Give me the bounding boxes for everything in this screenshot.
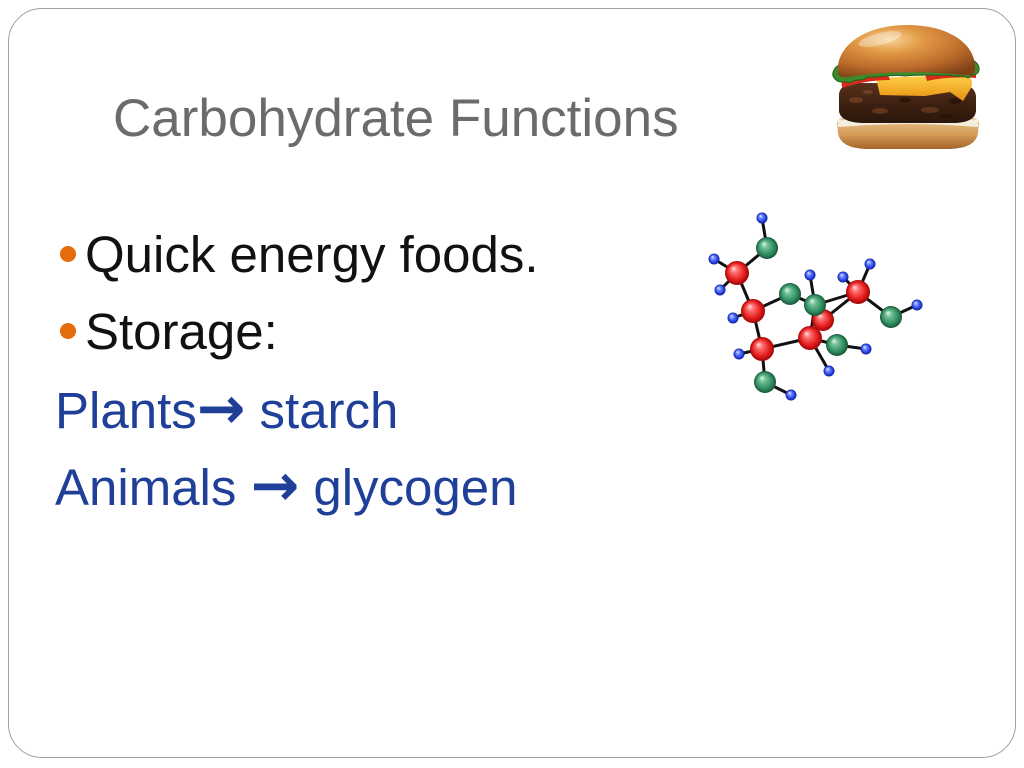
atom-blue (786, 390, 797, 401)
slide-body (0, 216, 680, 524)
storage-source: Plants (55, 382, 197, 439)
atom-red (750, 337, 774, 361)
storage-product: glycogen (299, 459, 518, 516)
atom-green (826, 334, 848, 356)
atom-blue (805, 270, 816, 281)
slide-title: Carbohydrate Functions (113, 89, 679, 148)
atom-blue (709, 254, 720, 265)
atom-red (725, 261, 749, 285)
atom-blue (715, 285, 726, 296)
patty-texture (899, 98, 911, 103)
atom-green (756, 237, 778, 259)
bullet-item (0, 216, 680, 293)
patty-texture (872, 108, 888, 114)
bullet-text: Quick energy foods. (85, 226, 539, 283)
storage-source: Animals (55, 459, 251, 516)
storage-item (0, 370, 680, 447)
atom-blue (757, 213, 768, 224)
arrow-right-icon: → (250, 451, 300, 519)
atom-red (846, 280, 870, 304)
storage-item (0, 447, 680, 524)
atom-blue (838, 272, 849, 283)
atom-blue (734, 349, 745, 360)
storage-product: starch (245, 382, 399, 439)
atom-green (880, 306, 902, 328)
atom-green (754, 371, 776, 393)
patty-texture (949, 98, 961, 104)
bullet-dot-icon (60, 323, 76, 339)
molecule-atoms (709, 213, 923, 401)
atom-green (779, 283, 801, 305)
bullet-item (0, 293, 680, 370)
atom-blue (824, 366, 835, 377)
molecule-icon (700, 205, 930, 405)
atom-red (798, 326, 822, 350)
top-bun (838, 25, 975, 77)
patty-texture (849, 97, 863, 103)
atom-green (804, 294, 826, 316)
atom-blue (865, 259, 876, 270)
atom-blue (861, 344, 872, 355)
atom-red (741, 299, 765, 323)
atom-blue (728, 313, 739, 324)
atom-blue (912, 300, 923, 311)
patty-texture (939, 114, 953, 119)
patty-texture (863, 90, 873, 94)
patty-texture (921, 107, 939, 113)
bullet-text: Storage: (85, 303, 278, 360)
bullet-dot-icon (60, 246, 76, 262)
hamburger-icon (830, 20, 985, 152)
arrow-right-icon: → (196, 374, 246, 442)
